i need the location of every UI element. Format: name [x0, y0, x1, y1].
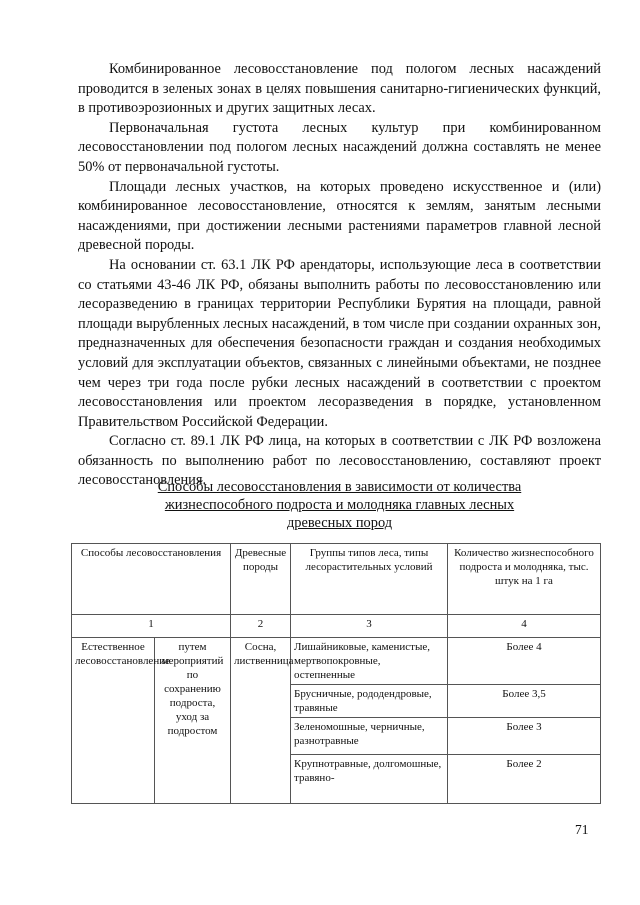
cell-forest-type: Крупнотравные, долгомошные, травяно- — [291, 755, 448, 804]
cell-forest-type: Зеленомошные, черничные, разнотравные — [291, 718, 448, 755]
column-number: 1 — [72, 615, 231, 638]
cell-method: Естественное лесовосстановление — [72, 638, 155, 804]
paragraph: На основании ст. 63.1 ЛК РФ арендаторы, использующие леса в соответствии со статьями 43-46 ЛК РФ, обязаны выполнить работы по лесовосстановлению или лесоразведению в границах территории Республики Бурятия на площади, равной площади вырубленных лесных насаждений, в том числе при создании охранных зон, предназначенных для обеспечения безопасности граждан и создания необходимых условий для эксплуатации объектов, связанных с линейными объектами, не позднее чем через три года после рубки лесных насаждений в соответствии с проектом лесовосстановления или проектом лесоразведения в порядке, установленном Правительством Российской Федерации. — [78, 256, 601, 430]
column-number: 3 — [291, 615, 448, 638]
cell-quantity: Более 3,5 — [448, 685, 601, 718]
header-species: Древесные породы — [231, 544, 291, 615]
column-number: 2 — [231, 615, 291, 638]
table-header-row — [72, 544, 601, 615]
cell-quantity: Более 2 — [448, 755, 601, 804]
paragraph: Первоначальная густота лесных культур при комбинированном лесовосстановлении под пологом лесных насаждений должна составлять не менее 50% от первоначальной густоты. — [78, 119, 601, 175]
body-text — [78, 60, 601, 491]
table-caption-line: Способы лесовосстановления в зависимости от количества — [157, 479, 522, 495]
header-forest-types: Группы типов леса, типы лесорастительных условий — [291, 544, 448, 615]
paragraph: Согласно ст. 89.1 ЛК РФ лица, на которых в соответствии с ЛК РФ возложена обязанность по выполнению работ по лесовосстановлению, составляют проект лесовосстановления. — [78, 433, 601, 489]
cell-measures: путем мероприятий по сохранению подроста, уход за подростом — [155, 638, 231, 804]
paragraph: Комбинированное лесовосстановление под пологом лесных насаждений проводится в зеленых зонах в целях повышения санитарно-гигиенических функций, в противоэрозионных и других защитных лесах. — [78, 61, 601, 117]
cell-quantity: Более 3 — [448, 718, 601, 755]
column-number-row — [72, 615, 601, 638]
header-methods: Способы лесовосстановления — [72, 544, 231, 615]
table-caption-line: жизнеспособного подроста и молодняка главных лесных — [164, 497, 515, 513]
cell-forest-type: Брусничные, рододендровые, травяные — [291, 685, 448, 718]
paragraph: Площади лесных участков, на которых проведено искусственное и (или) комбинированное лесовосстановление, относятся к землям, занятым лесными насаждениями, при достижении лесными растениями параметров главной лесной древесной породы. — [78, 178, 601, 254]
cell-forest-type: Лишайниковые, каменистые, мертвопокровные, остепненные — [291, 638, 448, 685]
cell-species: Сосна, лиственница — [231, 638, 291, 804]
column-number: 4 — [448, 615, 601, 638]
table-row — [72, 638, 601, 685]
page-number: 71 — [575, 822, 589, 837]
table-caption — [78, 478, 601, 532]
reforestation-table — [71, 543, 601, 804]
header-quantity: Количество жизнеспособного подроста и молодняка, тыс. штук на 1 га — [448, 544, 601, 615]
table-caption-line: древесных пород — [286, 515, 393, 531]
cell-quantity: Более 4 — [448, 638, 601, 685]
